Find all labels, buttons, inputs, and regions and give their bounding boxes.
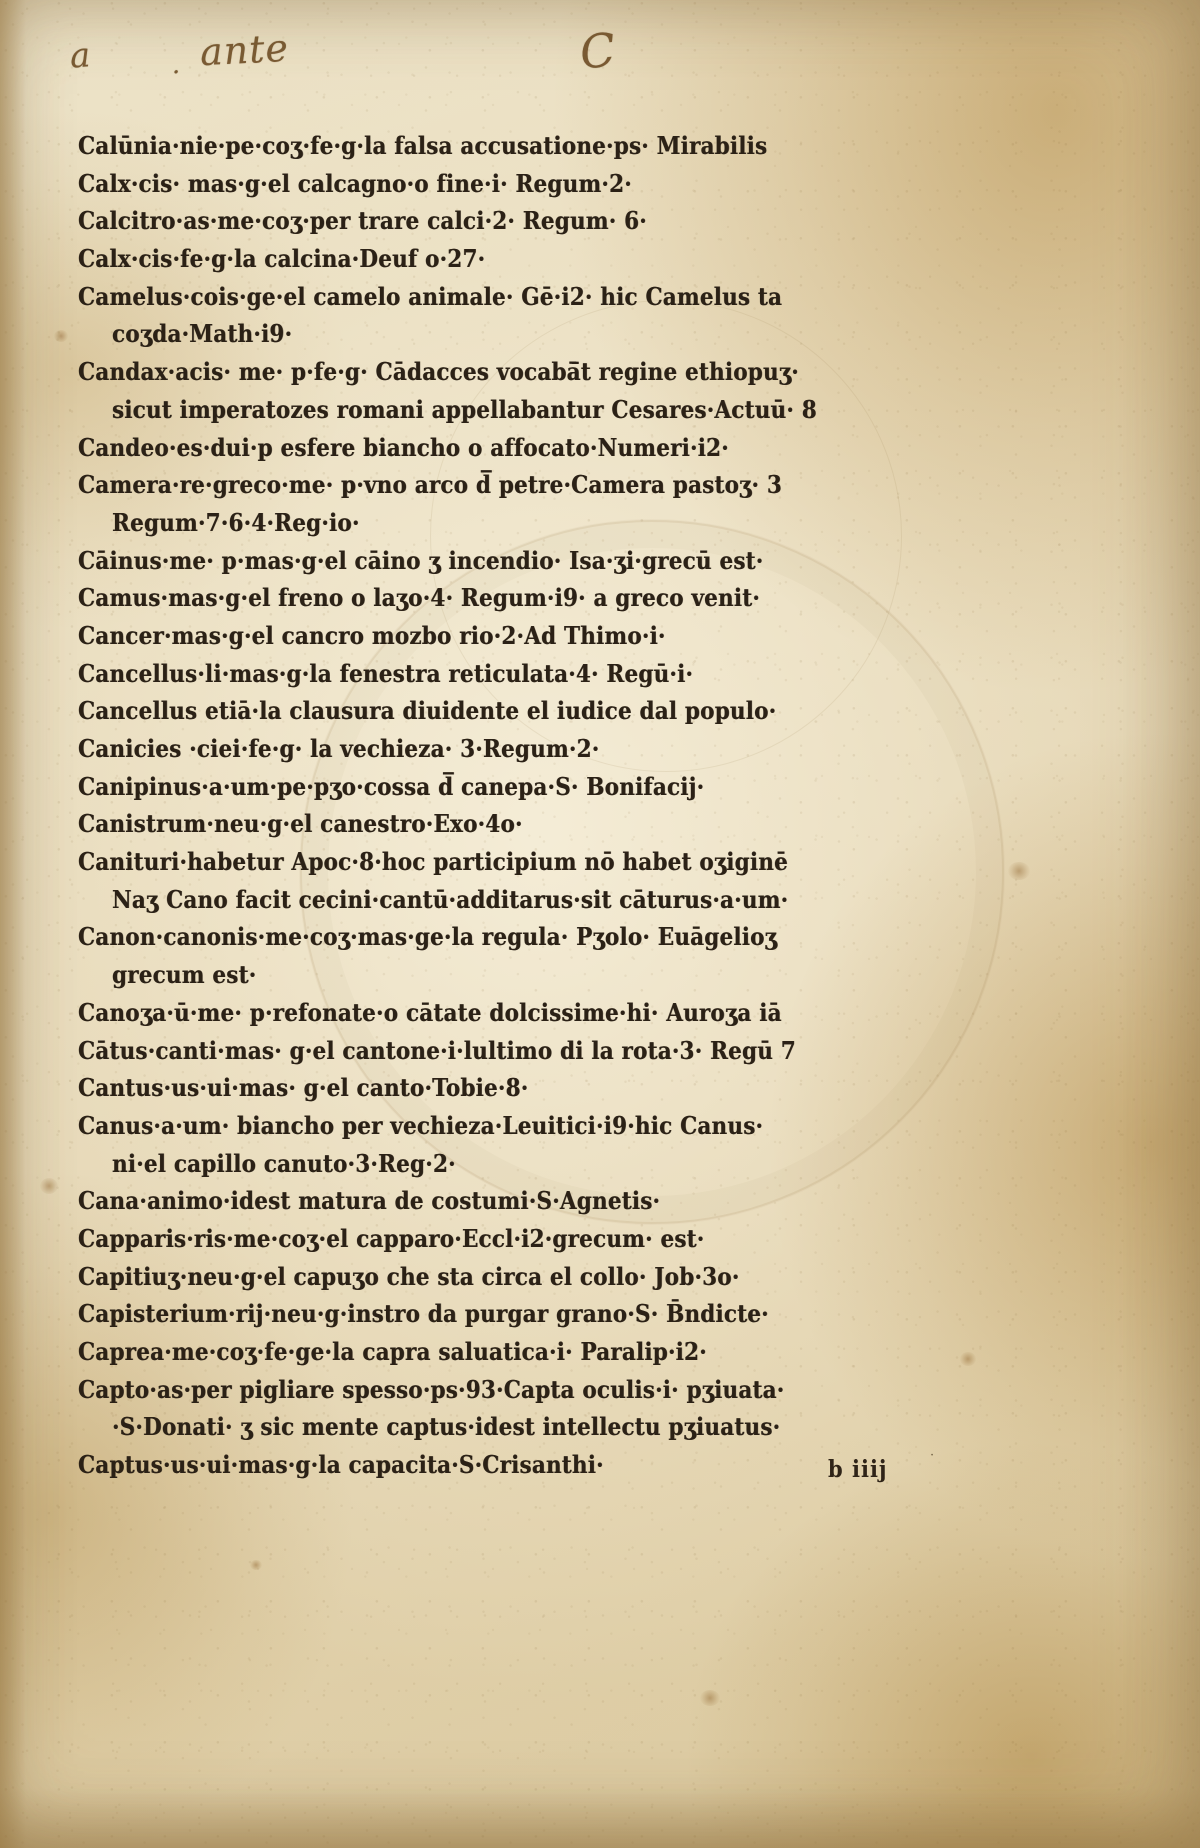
dictionary-entry-line: Calūnia·nie·pe·coʒ·fe·g·la falsa accusatione·ps· Mirabilis — [78, 132, 768, 161]
dictionary-entry-line: Canituri·habetur Apoc·8·hoc participium nō habet oʒiginē — [78, 848, 788, 877]
dictionary-entry-line: Capisterium·rij·neu·g·instro da purgar grano·S· B̄ndicte· — [78, 1300, 769, 1329]
dictionary-entry-line: Calx·cis· mas·g·el calcagno·o fine·i· Regum·2· — [78, 170, 632, 199]
dictionary-entry-line: Cātus·canti·mas· g·el cantone·i·lultimo di la rota·3· Regū 7 — [78, 1036, 796, 1065]
dictionary-entry-line: ni·el capillo canuto·3·Reg·2· — [112, 1150, 456, 1179]
foxing-spot — [700, 1690, 720, 1706]
dictionary-entry-line: Calx·cis·fe·g·la calcina·Deuf o·27· — [78, 245, 486, 274]
dictionary-entry-line: Candeo·es·dui·p esfere biancho o affocato·Numeri·i2· — [78, 433, 729, 462]
foxing-spot — [1008, 862, 1030, 880]
dictionary-entry-line: Captus·us·ui·mas·g·la capacita·S·Crisanthi· — [78, 1451, 604, 1480]
dictionary-entry-line: Caprea·me·coʒ·fe·ge·la capra saluatica·i· Paralip·i2· — [78, 1338, 707, 1367]
dictionary-entry-line: Camelus·cois·ge·el camelo animale· Gē·i2· hic Camelus ta — [78, 283, 783, 312]
dictionary-entry-line: Candax·acis· me· p·fe·g· Cādacces vocabā̄t regine ethiopuʒ· — [78, 358, 799, 387]
dictionary-entry-line: Canistrum·neu·g·el canestro·Exo·4o· — [78, 810, 523, 839]
marginalia-dot: · — [172, 58, 181, 88]
dictionary-entry-line: Cana·animo·idest matura de costumi·S·Agnetis· — [78, 1187, 661, 1216]
dictionary-entry-line: Calcitro·as·me·coʒ·per trare calci·2· Regum· 6· — [78, 207, 647, 236]
foxing-spot — [40, 1178, 58, 1194]
dictionary-entry-line: Canipinus·a·um·pe·pʒo·cossa d̅ canepa·S· Bonifacij· — [78, 773, 705, 802]
dictionary-entry-line: Naʒ Cano facit cecini·cantū·additarus·sit cāturus·a·um· — [112, 886, 789, 915]
dictionary-entry-line: Capto·as·per pigliare spesso·ps·93·Capta oculis·i· pʒiuata· — [78, 1376, 785, 1405]
dictionary-entry-line: grecum est· — [112, 961, 257, 990]
dictionary-entry-line: Capparis·ris·me·coʒ·el capparo·Eccl·i2·grecum· est· — [78, 1225, 705, 1254]
marginalia-letter: a — [68, 35, 92, 77]
foxing-spot — [250, 1560, 262, 1570]
dictionary-entry-line: Cancer·mas·g·el cancro mozbo rio·2·Ad Thimo·i· — [78, 622, 666, 651]
dictionary-entry-line: Capitiuʒ·neu·g·el capuʒo che sta circa el collo· Job·3o· — [78, 1263, 740, 1292]
dictionary-entry-line: Cāinus·me· p·mas·g·el cāino ʒ incendio· Isa·ʒi·grecū est· — [78, 547, 764, 576]
folio-signature: b iiij — [828, 1454, 888, 1483]
dictionary-entry-line: Canus·a·um· biancho per vechieza·Leuitici·i9·hic Canus· — [78, 1112, 764, 1141]
dictionary-entry-line: coʒda·Math·i9· — [112, 320, 293, 349]
dictionary-entry-line: Cancellus·li·mas·g·la fenestra reticulata·4· Regū·i· — [78, 660, 694, 689]
dictionary-entry-line: Cancellus etiā·la clausura diuidente el iudice dal populo· — [78, 697, 777, 726]
page-edge-left-shadow — [0, 0, 26, 1848]
dictionary-entry-line: ·S·Donati· ʒ sic mente captus·idest intellectu pʒiuatus· — [112, 1413, 781, 1442]
dictionary-entry-line: sicut imperatozes romani appellabantur Cesares·Actuū· 8 — [112, 396, 817, 425]
marginalia-right-mark: C — [577, 22, 618, 80]
dictionary-entry-line: Camera·re·greco·me· p·vno arco d̅ petre·Camera pastoʒ· 3 — [78, 471, 783, 500]
dictionary-entry-line: Regum·7·6·4·Reg·io· — [112, 509, 360, 538]
marginalia-annotation — [60, 18, 820, 98]
folio-mark: · — [930, 1448, 935, 1463]
foxing-spot — [54, 330, 68, 342]
dictionary-entry-line: Camus·mas·g·el freno o laʒo·4· Regum·i9· a greco venit· — [78, 584, 761, 613]
dictionary-entry-line: Canicies ·ciei·fe·g· la vechieza· 3·Regum·2· — [78, 735, 600, 764]
page-edge-bottom-shadow — [0, 1788, 1200, 1848]
dictionary-entry-line: Cantus·us·ui·mas· g·el canto·Tobie·8· — [78, 1074, 529, 1103]
text-column — [78, 128, 988, 1485]
marginalia-word: ante — [198, 25, 290, 75]
dictionary-entry-line: Canoʒa·ū·me· p·refonate·o cātate dolcissime·hi· Auroʒa iā — [78, 999, 782, 1028]
dictionary-entry-line: Canon·canonis·me·coʒ·mas·ge·la regula· Pʒolo· Euāgelioʒ — [78, 923, 778, 952]
